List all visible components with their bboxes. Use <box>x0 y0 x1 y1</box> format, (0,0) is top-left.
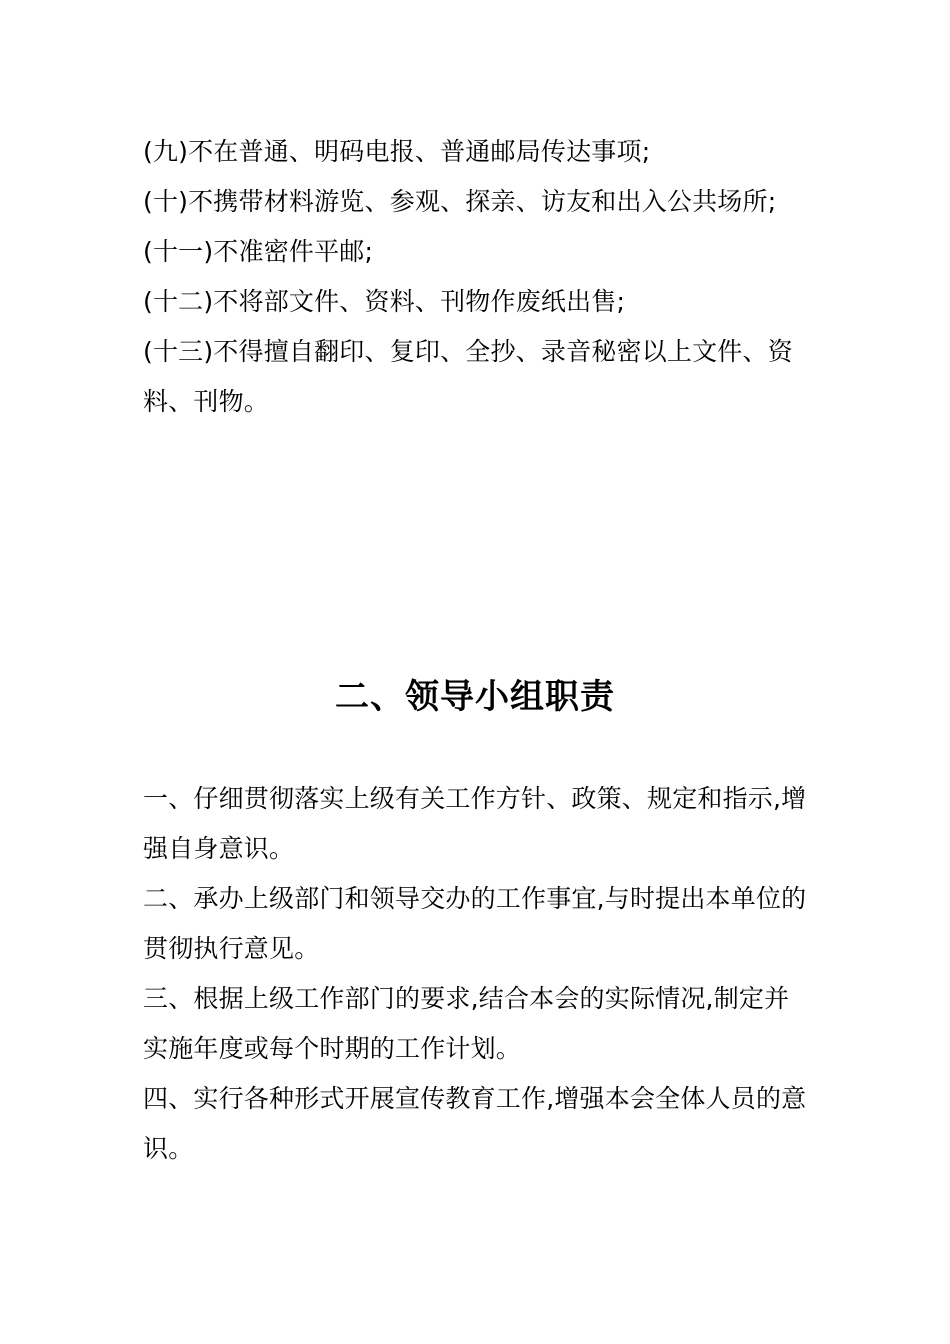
list-item: (十)不携带材料游览、参观、探亲、访友和出入公共场所; <box>143 187 777 216</box>
list-item: (十三)不得擅自翻印、复印、全抄、录音秘密以上文件、资料、刊物。 <box>143 337 793 416</box>
list-item: (九)不在普通、明码电报、普通邮局传达事项; <box>143 137 651 166</box>
list-item: (十一)不准密件平邮; <box>143 237 374 266</box>
list-item: 四、实行各种形式开展宣传教育工作,增强本会全体人员的意识。 <box>143 1084 807 1163</box>
list-item: (十二)不将部文件、资料、刊物作废纸出售; <box>143 287 626 316</box>
leadership-duties-list <box>143 774 808 1174</box>
list-item: 二、承办上级部门和领导交办的工作事宜,与时提出本单位的贯彻执行意见。 <box>143 884 807 963</box>
confidentiality-rules-list <box>143 127 808 427</box>
section-heading: 二、领导小组职责 <box>335 677 615 717</box>
list-item: 一、仔细贯彻落实上级有关工作方针、政策、规定和指示,增强自身意识。 <box>143 784 807 863</box>
list-item: 三、根据上级工作部门的要求,结合本会的实际情况,制定并实施年度或每个时期的工作计划。 <box>143 984 790 1063</box>
